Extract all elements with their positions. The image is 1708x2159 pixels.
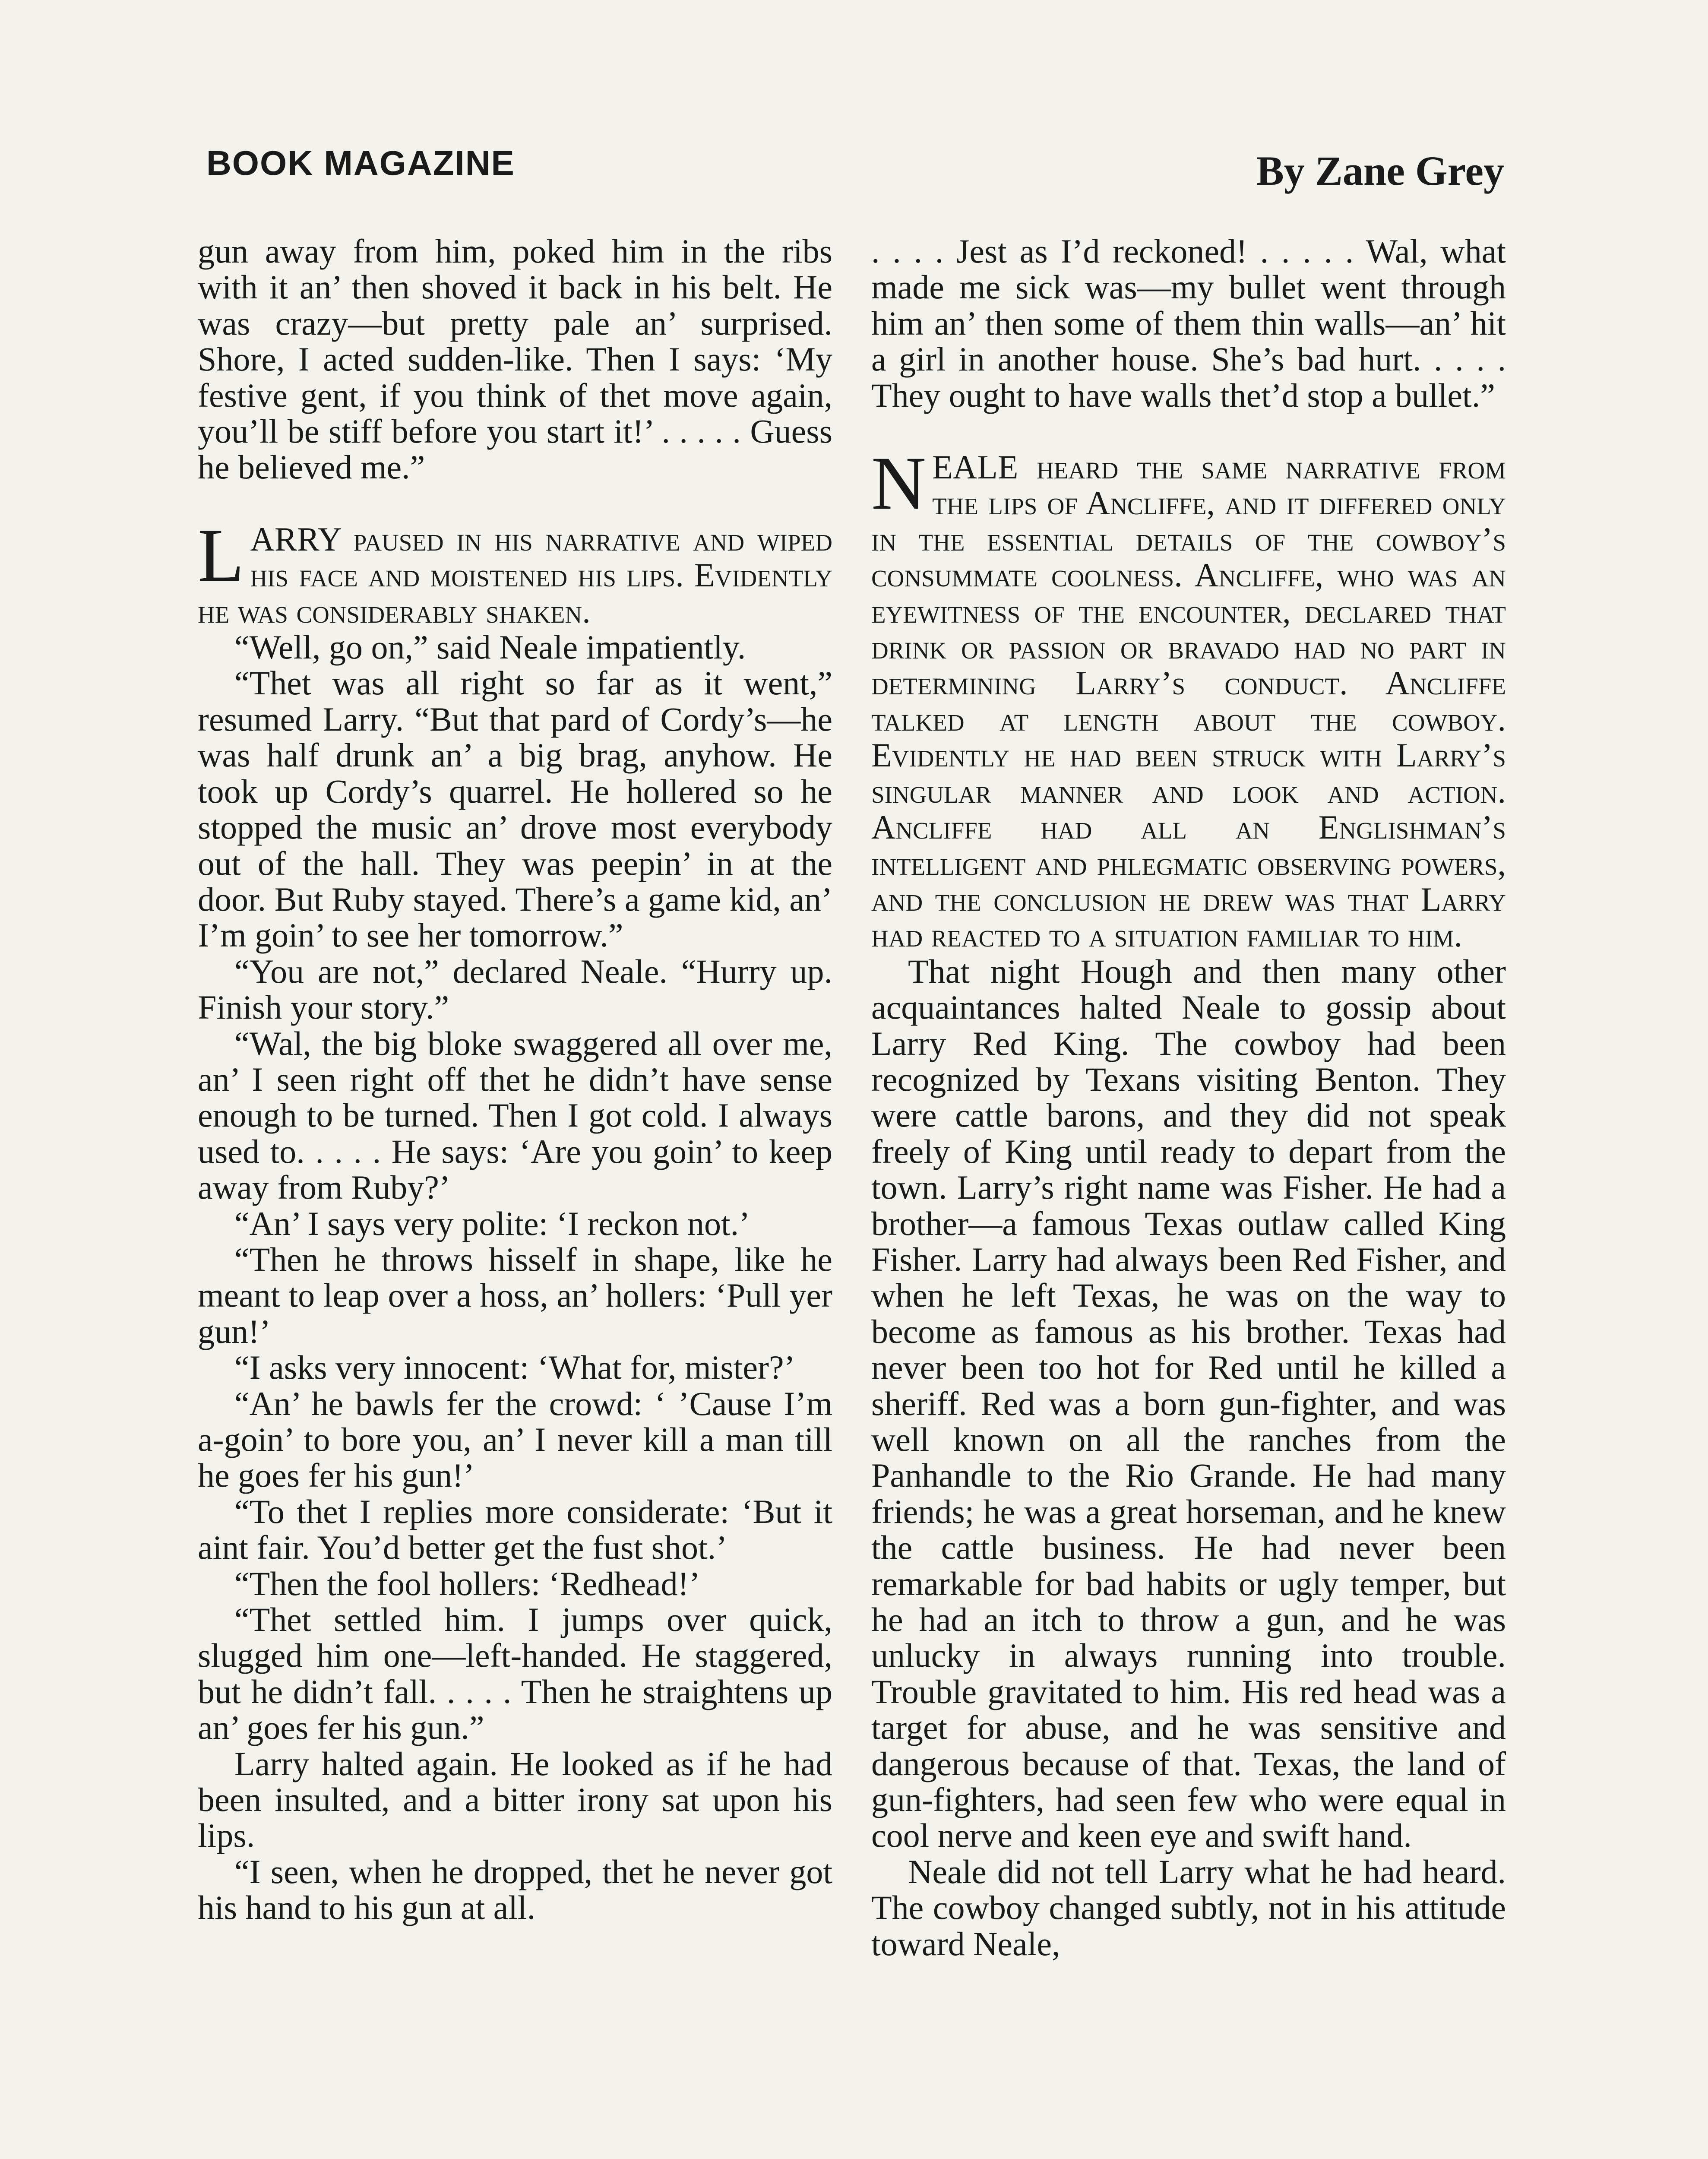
paragraph: “Thet settled him. I jumps over quick, slugged him one—left-handed. He staggered, but he didn’t fall. . . . . Then he straightens up an’ goes fer his gun.” [198,1601,832,1747]
paragraph-dropcap [871,441,1506,954]
paragraph: “Wal, the big bloke swaggered all over me, an’ I seen right off thet he didn’t have sense enough to be turned. Then I got cold. I always used to. . . . . He says: ‘Are you goin’ to keep away from Ruby?’ [198,1024,832,1206]
running-header-title: BOOK MAGAZINE [206,144,515,182]
paragraph: Larry halted again. He looked as if he had been insulted, and a bitter irony sat upon his lips. [198,1744,832,1855]
dropcap-letter: N [871,441,927,526]
paragraph: “Well, go on,” said Neale impatiently. [234,628,746,666]
paragraph-text: ARRY paused in his narrative and wiped his face and moistened his lips. Evidently he was considerably shaken. [198,520,832,630]
paragraph: “Then the fool hollers: ‘Redhead!’ [234,1564,700,1602]
paragraph: “To thet I replies more considerate: ‘But it aint fair. You’d better get the fust shot.’ [198,1492,832,1567]
paragraph: That night Hough and then many other acquaintances halted Neale to gossip about Larry Red King. The cowboy had been recognized by Texans visiting Benton. They were cattle barons, and they did not speak freely of King until ready to depart from the town. Larry’s right name was Fisher. He had a brother—a famous Texas outlaw called King Fisher. Larry had always been Red Fisher, and when he left Texas, he was on the way to become as famous as his brother. Texas had never been too hot for Red until he killed a sheriff. Red was a born gun-fighter, and was well known on all the ranches from the Panhandle to the Rio Grande. He had many friends; he was a great horseman, and he knew the cattle business. He had never been remarkable for bad habits or ugly temper, but he had an itch to throw a gun, and he was unlucky in always running into trouble. Trouble gravitated to him. His red head was a target for abuse, and he was sensitive and dangerous because of that. Texas, the land of gun-fighters, had seen few who were equal in cool nerve and keen eye and swift hand. [871,952,1506,1855]
paragraph: “An’ I says very polite: ‘I reckon not.’ [234,1204,750,1242]
text-column-left [198,233,832,1926]
paragraph: Neale did not tell Larry what he had heard. The cowboy changed subtly, not in his attitude toward Neale, [871,1852,1506,1963]
paragraph: “An’ he bawls fer the crowd: ‘ ’Cause I’m a-goin’ to bore you, an’ I never kill a man till he goes fer his gun!’ [198,1384,832,1494]
paragraph: “Then he throws hisself in shape, like he meant to leap over a hoss, an’ hollers: ‘Pull yer gun!’ [198,1240,832,1350]
paragraph: “Thet was all right so far as it went,” resumed Larry. “But that pard of Cordy’s—he was half drunk an’ a big brag, anyhow. He took up Cordy’s quarrel. He hollered so he stopped the music an’ drove most everybody out of the hall. They was peepin’ in at the door. But Ruby stayed. There’s a game kid, an’ I’m goin’ to see her tomorrow.” [198,664,832,954]
paragraph: “I seen, when he dropped, thet he never got his hand to his gun at all. [198,1852,832,1927]
paragraph: gun away from him, poked him in the ribs with it an’ then shoved it back in his belt. He was crazy—but pretty pale an’ surprised. Shore, I acted sudden-like. Then I says: ‘My festive gent, if you think of thet move again, you’ll be stiff before you start it!’ . . . . . Guess he believed me.” [198,232,832,486]
paragraph-text: EALE heard the same narrative from the lips of Ancliffe, and it differed only in the essential details of the cowboy’s consummate coolness. Ancliffe, who was an eyewitness of the encounter, declared that drink or passion or bravado had no part in determining Larry’s conduct. Ancliffe talked at length about the cowboy. Evidently he had been struck with Larry’s singular manner and look and action. Ancliffe had all an Englishman’s intelligent and phlegmatic observing powers, and the conclusion he drew was that Larry had reacted to a situation familiar to him. [871,448,1506,954]
dropcap-letter: L [198,513,244,598]
paragraph: “I asks very innocent: ‘What for, mister?’ [234,1349,795,1387]
paragraph: “You are not,” declared Neale. “Hurry up. Finish your story.” [198,952,832,1026]
running-header-author: By Zane Grey [1256,148,1504,194]
paragraph: . . . . Jest as I’d reckoned! . . . . . Wal, what made me sick was—my bullet went through him an’ then some of them thin walls—an’ hit a girl in another house. She’s bad hurt. . . . . They ought to have walls thet’d stop a bullet.” [871,232,1506,414]
paragraph-dropcap [198,513,832,630]
text-column-right [871,233,1506,1962]
